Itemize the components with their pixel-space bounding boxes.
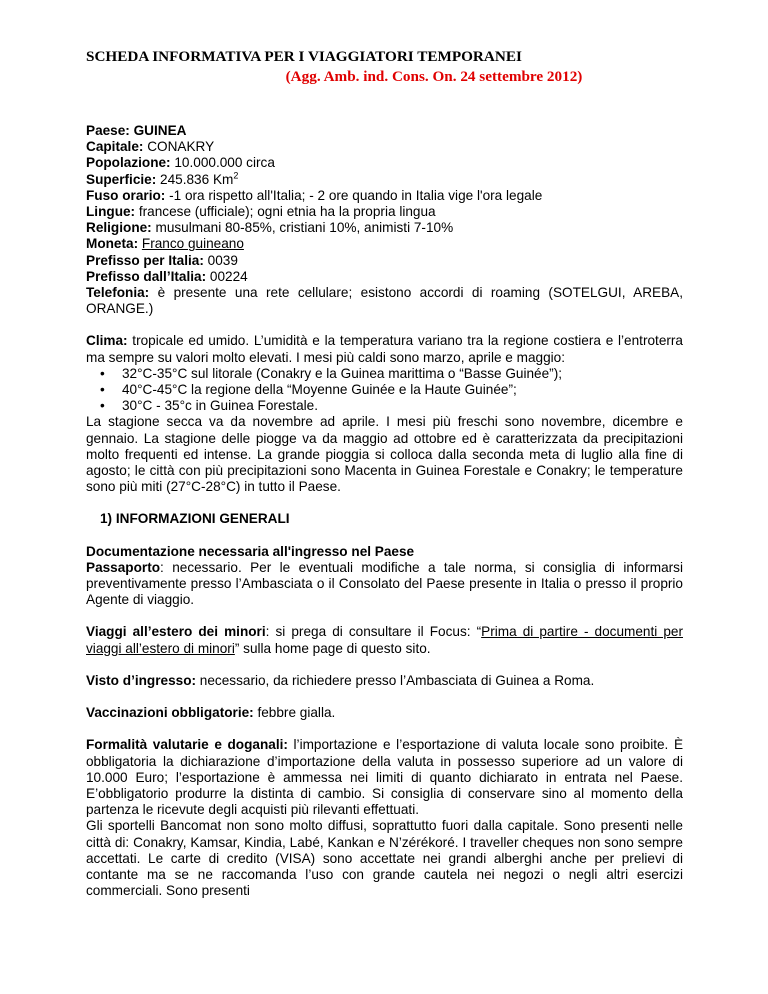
clima-outro: La stagione secca va da novembre ad aprile. I mesi più freschi sono novembre, dicembre e gennaio. La stagione delle piogge va da maggio ad ottobre ed è caratterizzata da precipitazioni molto frequenti ed intense. La grande pioggia si colloca dalla seconda meta di luglio alla fine di agosto; le città con più precipitazioni sono Macenta in Guinea Forestale e Conakry; le temperature sono più miti (27°C-28°C) in tutto il Paese. xyxy=(86,414,683,495)
fact-label: Superficie: xyxy=(86,171,157,187)
passaporto-paragraph xyxy=(86,560,683,609)
document-body xyxy=(86,123,683,899)
fact-label: Fuso orario: xyxy=(86,187,166,203)
fact-value: CONAKRY xyxy=(143,139,215,155)
fact-label: Lingue: xyxy=(86,204,136,220)
formalita-text: l’importazione e l’esportazione di valuta locale sono proibite. È obbligatoria la dichiarazione d’importazione della valuta in possesso superiore ad un valore di 10.000 Euro; l’esportazione è ammessa nei limiti di quanto dichiarato in entrata nel Paese. E’obbligatorio produrre la distinta di cambio. Si consiglia di conservare sino al momento della partenza le ricevute degli acquisti più rilevanti effettuati. xyxy=(86,737,684,818)
fact-value: 10.000.000 circa xyxy=(170,155,275,171)
formalita-paragraph xyxy=(86,737,683,818)
formalita-label: Formalità valutarie e doganali: xyxy=(86,737,288,753)
minori-text: : si prega di consultare il Focus: “ xyxy=(265,624,482,640)
vaccinazioni-paragraph xyxy=(86,705,683,721)
bullet-icon: • xyxy=(100,365,105,381)
fact-label: Moneta: xyxy=(86,236,139,252)
fact-religione xyxy=(86,220,683,236)
fact-value: -1 ora rispetto all'Italia; - 2 ore quando in Italia vige l'ora legale xyxy=(165,187,543,203)
bancomat-paragraph: Gli sportelli Bancomat non sono molto diffusi, soprattutto fuori dalla capitale. Sono presenti nelle città di: Conakry, Kamsar, Kindia, Labé, Kankan e N’zérékoré. I traveller cheques non sono sempre accettati. Le carte di credito (VISA) sono accettate nei grandi alberghi anche per prelievi di contante ma se ne raccomanda l’uso con grande cautela nei negozi o negli altri esercizi commerciali. Sono presenti xyxy=(86,818,683,899)
update-note: (Agg. Amb. ind. Cons. On. 24 settembre 2012) xyxy=(285,68,583,85)
list-item xyxy=(86,398,683,414)
section-heading: 1) INFORMAZIONI GENERALI xyxy=(100,511,290,527)
vaccinazioni-text: febbre gialla. xyxy=(253,705,336,721)
fact-prefisso-per-italia xyxy=(86,253,683,269)
minori-label: Viaggi all’estero dei minori xyxy=(86,624,266,640)
bullet-icon: • xyxy=(100,382,105,398)
fact-lingue xyxy=(86,204,683,220)
fact-label: Popolazione: xyxy=(86,155,171,171)
passaporto-text: : necessario. Per le eventuali modifiche a tale norma, si consiglia di informarsi preventivamente presso l’Ambasciata o il Consolato del Paese presente in Italia o presso il proprio Agente di viaggio. xyxy=(86,559,683,608)
fact-label: Telefonia: xyxy=(86,285,150,301)
fact-value: 245.836 Km xyxy=(156,171,234,187)
visto-label: Visto d’ingresso: xyxy=(86,672,197,688)
visto-paragraph xyxy=(86,673,683,689)
minori-text-after: ” sulla home page di questo sito. xyxy=(234,640,431,656)
clima-label: Clima: xyxy=(86,333,128,349)
documentazione-heading: Documentazione necessaria all'ingresso nel Paese xyxy=(86,543,415,559)
fact-fuso-orario xyxy=(86,188,683,204)
fact-capitale xyxy=(86,139,683,155)
minori-focus-link[interactable]: Prima di partire - documenti per viaggi all’estero di minori xyxy=(86,624,683,656)
fact-moneta xyxy=(86,236,683,252)
list-item-text: 40°C-45°C la regione della “Moyenne Guinée e la Haute Guinée”; xyxy=(122,382,517,398)
list-item xyxy=(86,366,683,382)
list-item-text: 30°C - 35°c in Guinea Forestale. xyxy=(122,398,318,414)
visto-text: necessario, da richiedere presso l’Ambasciata di Guinea a Roma. xyxy=(196,672,595,688)
vaccinazioni-label: Vaccinazioni obbligatorie: xyxy=(86,705,254,721)
fact-telefonia xyxy=(86,285,683,317)
fact-value: è presente una rete cellulare; esistono accordi di roaming (SOTELGUI, AREBA, ORANGE.) xyxy=(86,285,683,317)
document-subtitle xyxy=(0,68,768,86)
document-title: SCHEDA INFORMATIVA PER I VIAGGIATORI TEMPORANEI xyxy=(86,48,522,65)
fact-label: Prefisso dall’Italia: xyxy=(86,268,207,284)
bullet-icon: • xyxy=(100,398,105,414)
fact-prefisso-dall-italia xyxy=(86,269,683,285)
clima-text: tropicale ed umido. L’umidità e la temperatura variano tra la regione costiera e l’entroterra ma sempre su valori molto elevati. I mesi più caldi sono marzo, aprile e maggio: xyxy=(86,333,683,365)
clima-intro xyxy=(86,333,683,365)
fact-label: Capitale: xyxy=(86,139,144,155)
fact-label: Prefisso per Italia: xyxy=(86,252,204,268)
list-item-text: 32°C-35°C sul litorale (Conakry e la Guinea marittima o “Basse Guinée”); xyxy=(122,365,563,381)
fact-superscript: 2 xyxy=(233,170,239,181)
passaporto-label: Passaporto xyxy=(86,559,161,575)
fact-paese: Paese: GUINEA xyxy=(86,123,187,138)
fact-value: 00224 xyxy=(206,268,248,284)
minori-paragraph xyxy=(86,624,683,656)
clima-temperature-list xyxy=(86,366,683,415)
list-item xyxy=(86,382,683,398)
fact-value: 0039 xyxy=(203,252,238,268)
fact-superficie xyxy=(86,172,683,188)
fact-label: Religione: xyxy=(86,220,152,236)
fact-value: francese (ufficiale); ogni etnia ha la propria lingua xyxy=(135,204,436,220)
fact-popolazione xyxy=(86,155,683,171)
fact-value: musulmani 80-85%, cristiani 10%, animisti 7-10% xyxy=(151,220,454,236)
currency-link[interactable]: Franco guineano xyxy=(141,236,244,252)
